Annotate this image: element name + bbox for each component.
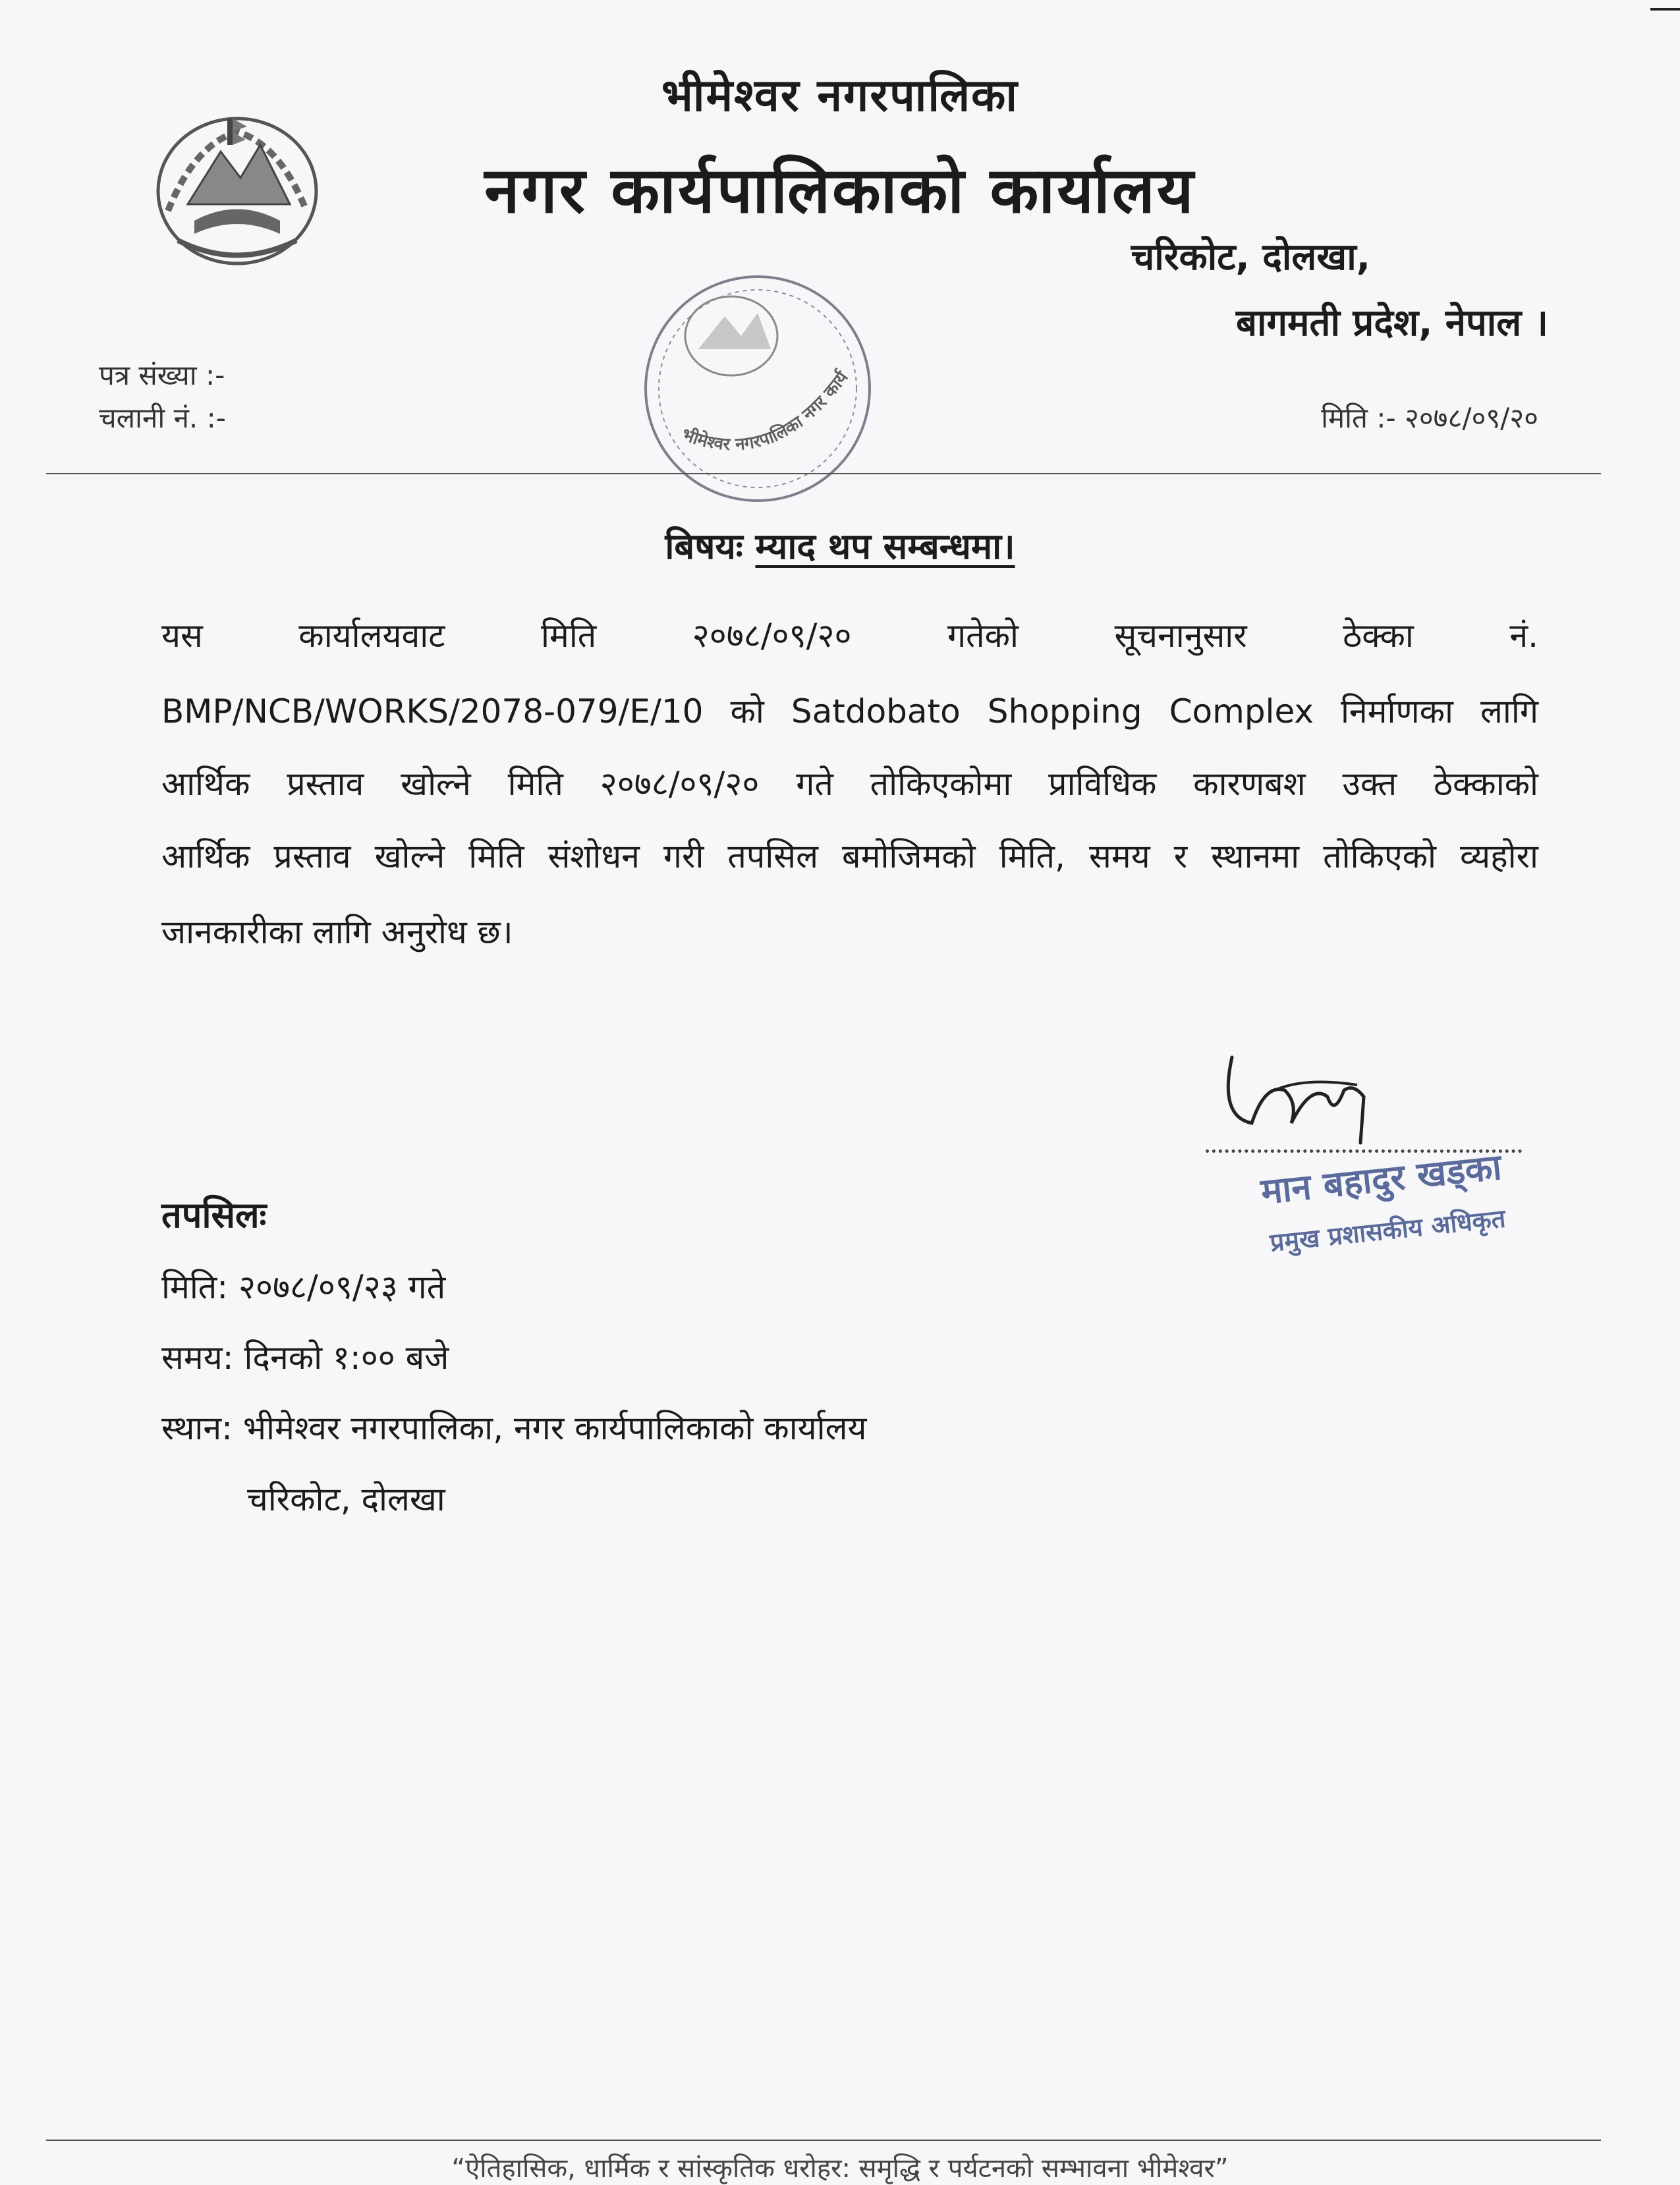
body-line-4: आर्थिक प्रस्ताव खोल्ने मिति संशोधन गरी तपसिल बमोजिमको मिति, समय र स्थानमा तोकिएको व्यहोरा [161,837,1538,875]
handwritten-signature [1212,1044,1384,1156]
details-time: समय: दिनको १:०० बजे [161,1339,449,1377]
address-line-2: बागमती प्रदेश, नेपाल । [1236,302,1548,345]
svg-text:भीमेश्वर नगरपालिका नगर कार्यपा: भीमेश्वर नगरपालिका नगर कार्यपालिकाको [679,368,853,455]
letter-number-label: पत्र संख्या :- [99,359,225,391]
footer-motto: “ऐतिहासिक, धार्मिक र सांस्कृतिक धरोहर: समृद्धि र पर्यटनको सम्भावना भीमेश्वर” [451,2153,1229,2184]
details-heading: तपसिलः [161,1194,267,1236]
subject-text: म्याद थप सम्बन्धमा। [755,526,1015,567]
subject-label: बिषयः [665,526,743,567]
subject-line [0,520,1680,569]
municipality-name: भीमेश्वर नगरपालिका [661,70,1019,122]
letter-date: मिति :- २०७८/०९/२० [1321,402,1538,434]
office-seal-stamp [632,263,883,514]
body-line-2: BMP/NCB/WORKS/2078-079/E/10 को Satdobato Shopping Complex निर्माणका लागि [161,692,1538,731]
office-name: नगर कार्यपालिकाको कार्यालय [484,153,1196,227]
body-line-5: जानकारीका लागि अनुरोध छ। [161,913,513,951]
dispatch-number-label: चलानी नं. :- [99,402,226,434]
body-line-1: यस कार्यालयवाट मिति २०७८/०९/२० गतेको सूचनानुसार ठेक्का नं. [161,617,1538,655]
details-place-line-2: चरिकोट, दोलखा [247,1480,445,1518]
footer-divider [46,2140,1601,2141]
header-divider [46,473,1601,474]
details-date: मिति: २०७८/०९/२३ गते [161,1268,446,1306]
address-line-1: चरिकोट, दोलखा, [1131,236,1370,279]
details-place: स्थान: भीमेश्वर नगरपालिका, नगर कार्यपालिकाको कार्यालय [161,1409,867,1447]
corner-mark [1650,8,1680,11]
signatory-name: मान बहादुर खड्का [1258,1146,1504,1213]
signatory-title: प्रमुख प्रशासकीय अधिकृत [1268,1203,1507,1258]
body-line-3: आर्थिक प्रस्ताव खोल्ने मिति २०७८/०९/२० गते तोकिएकोमा प्राविधिक कारणबश उक्त ठेक्काको [161,765,1538,803]
